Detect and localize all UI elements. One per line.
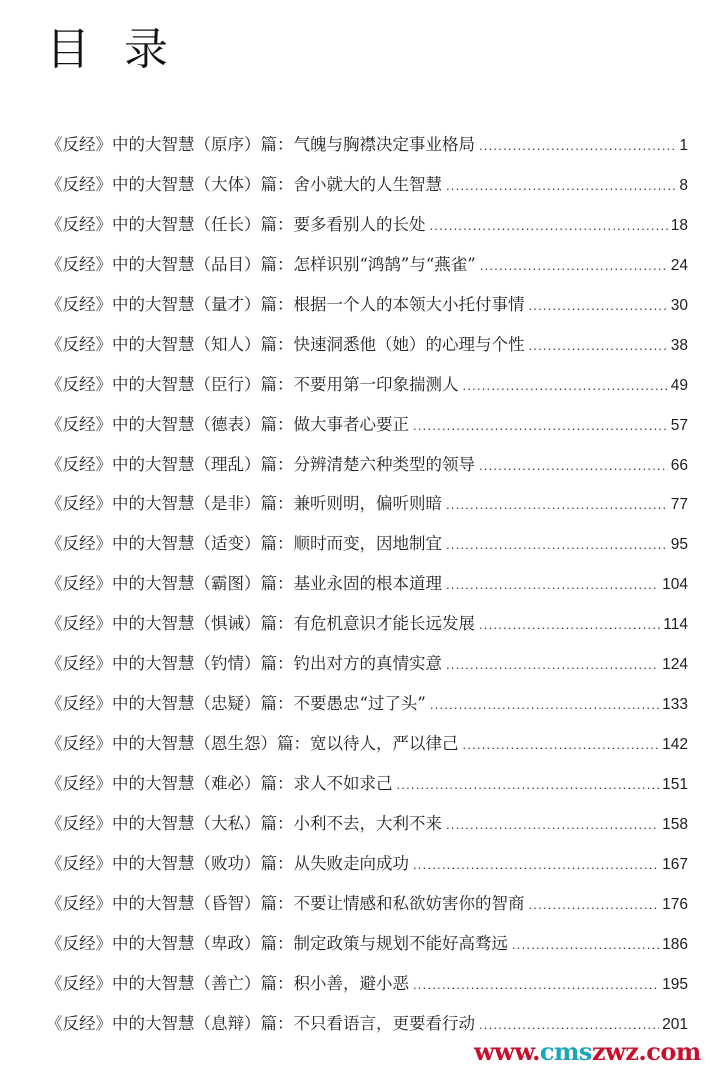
toc-entry[interactable] — [46, 371, 688, 411]
toc-entry-prefix: 《反经》中的大智慧（理乱）篇： — [46, 454, 294, 474]
dot-leader — [479, 1011, 659, 1039]
toc-entry-title: 有危机意识才能长远发展 — [293, 614, 475, 634]
toc-entry-prefix: 《反经》中的大智慧（大体）篇： — [46, 174, 294, 194]
toc-entry-page-number: 114 — [663, 616, 688, 634]
toc-entry-prefix: 《反经》中的大智慧（败功）篇： — [46, 853, 294, 873]
dot-leader — [446, 811, 659, 839]
toc-entry-title: 从失败走向成功 — [293, 853, 409, 873]
toc-entry-page-number: 158 — [662, 815, 688, 833]
dot-leader — [397, 771, 660, 799]
dot-leader — [480, 252, 668, 280]
toc-entry[interactable] — [46, 610, 688, 650]
dot-leader — [479, 452, 668, 480]
toc-entry-page-number: 201 — [662, 1015, 688, 1033]
toc-entry-title: 快速洞悉他（她）的心理与个性 — [293, 334, 525, 354]
toc-entry[interactable] — [46, 690, 688, 730]
dot-leader — [413, 412, 668, 440]
toc-entry[interactable] — [46, 530, 688, 570]
toc-entry[interactable] — [46, 850, 688, 890]
toc-entry-title: 要多看别人的长处 — [293, 214, 426, 234]
toc-entry-prefix: 《反经》中的大智慧（德表）篇： — [46, 414, 294, 434]
toc-entry-title: 不要让情感和私欲妨害你的智商 — [293, 893, 525, 913]
dot-leader — [446, 571, 659, 599]
toc-entry[interactable] — [46, 570, 688, 610]
toc-entry-page-number: 195 — [662, 975, 688, 993]
toc-entry-title: 不要愚忠“过了头” — [293, 694, 426, 714]
toc-entry-page-number: 133 — [662, 696, 688, 714]
dot-leader — [446, 651, 659, 679]
toc-entry-page-number: 24 — [670, 256, 688, 274]
toc-entry[interactable] — [46, 970, 688, 1010]
toc-entry-prefix: 《反经》中的大智慧（息辩）篇： — [46, 1013, 294, 1033]
toc-entry-title: 宽以待人，严以律己 — [310, 734, 459, 754]
toc-entry-prefix: 《反经》中的大智慧（恩生怨）篇： — [46, 734, 310, 754]
toc-entry-prefix: 《反经》中的大智慧（霸图）篇： — [46, 574, 294, 594]
toc-entry-title: 分辨清楚六种类型的领导 — [293, 454, 475, 474]
toc-entry-title: 不只看语言，更要看行动 — [293, 1013, 475, 1033]
toc-entry-prefix: 《反经》中的大智慧（量才）篇： — [46, 294, 294, 314]
watermark-part-domain: zwz.com — [591, 1037, 701, 1066]
toc-entry-page-number: 38 — [670, 336, 688, 354]
toc-entry-title: 气魄与胸襟决定事业格局 — [293, 135, 475, 154]
toc-entry-title: 小利不去，大利不来 — [293, 813, 442, 833]
toc-entry-title: 顺时而变，因地制宜 — [293, 534, 442, 554]
toc-entry-title: 积小善，避小恶 — [293, 973, 409, 993]
toc-entry-page-number: 30 — [670, 296, 688, 314]
toc-entry[interactable] — [46, 251, 688, 291]
dot-leader — [413, 851, 659, 879]
dot-leader — [463, 731, 660, 759]
toc-entry-title: 舍小就大的人生智慧 — [293, 174, 442, 194]
toc-entry[interactable] — [46, 490, 688, 530]
toc-entry-title: 不要用第一印象揣测人 — [293, 374, 459, 394]
dot-leader — [463, 372, 668, 400]
toc-entry[interactable] — [46, 810, 688, 850]
toc-entry-page-number: 8 — [679, 176, 688, 194]
toc-entry-page-number: 104 — [662, 576, 688, 594]
toc-entry[interactable] — [46, 331, 688, 371]
toc-entry[interactable] — [46, 171, 688, 211]
dot-leader — [446, 531, 668, 559]
toc-entry-prefix: 《反经》中的大智慧（臣行）篇： — [46, 374, 294, 394]
dot-leader — [446, 491, 668, 519]
dot-leader — [430, 691, 659, 719]
toc-entry-page-number: 124 — [662, 656, 688, 674]
toc-entry-page-number: 49 — [670, 376, 688, 394]
dot-leader — [529, 292, 668, 320]
toc-entry-prefix: 《反经》中的大智慧（任长）篇： — [46, 214, 294, 234]
toc-entry-prefix: 《反经》中的大智慧（品目）篇： — [46, 254, 294, 274]
dot-leader — [512, 931, 659, 959]
watermark-part-cms: cms — [539, 1037, 592, 1066]
dot-leader — [529, 332, 668, 360]
toc-entry-page-number: 176 — [662, 895, 688, 913]
toc-entry-title: 怎样识别“鸿鹄”与“燕雀” — [293, 254, 476, 274]
toc-entry-prefix: 《反经》中的大智慧（忠疑）篇： — [46, 694, 294, 714]
toc-entry-prefix: 《反经》中的大智慧（适变）篇： — [46, 534, 294, 554]
toc-entry-prefix: 《反经》中的大智慧（难必）篇： — [46, 774, 294, 793]
toc-entry-prefix: 《反经》中的大智慧（知人）篇： — [46, 334, 294, 354]
toc-entry-title: 制定政策与规划不能好高骛远 — [293, 933, 508, 953]
toc-entry-page-number: 186 — [662, 935, 688, 953]
toc-entry-prefix: 《反经》中的大智慧（善亡）篇： — [46, 973, 294, 993]
toc-entry-title: 做大事者心要正 — [293, 414, 409, 434]
toc-entry-prefix: 《反经》中的大智慧（是非）篇： — [46, 494, 294, 514]
toc-entry[interactable] — [46, 131, 688, 171]
dot-leader — [529, 891, 660, 919]
dot-leader — [430, 212, 668, 240]
toc-entry-page-number: 95 — [670, 536, 688, 554]
toc-entry-page-number: 57 — [670, 416, 688, 434]
toc-entry-prefix: 《反经》中的大智慧（原序）篇： — [46, 135, 294, 154]
watermark-part-www: www. — [474, 1037, 540, 1066]
toc-entry[interactable] — [46, 930, 688, 970]
toc-entry-page-number: 77 — [670, 496, 688, 514]
watermark — [474, 1038, 701, 1066]
toc-entry-prefix: 《反经》中的大智慧（昏智）篇： — [46, 893, 294, 913]
toc-entry-page-number: 66 — [670, 456, 688, 474]
toc-entry-title: 求人不如求己 — [293, 774, 393, 793]
toc-entry[interactable] — [46, 730, 688, 770]
toc-entry-title: 兼听则明，偏听则暗 — [293, 494, 442, 514]
dot-leader — [413, 971, 659, 999]
toc-entry[interactable] — [46, 890, 688, 930]
toc-entry[interactable] — [46, 291, 688, 331]
toc-entry-page-number: 167 — [662, 855, 688, 873]
toc-entry[interactable] — [46, 411, 688, 451]
toc-entry-page-number: 18 — [670, 216, 688, 234]
toc-entry-page-number: 151 — [662, 776, 688, 793]
page-title: 目 录 — [46, 24, 178, 75]
toc-entry-title: 基业永固的根本道理 — [293, 574, 442, 594]
toc-entry-prefix: 《反经》中的大智慧（钓情）篇： — [46, 654, 294, 674]
dot-leader — [446, 172, 676, 200]
toc-entry[interactable] — [46, 451, 688, 491]
toc-entry-page-number: 1 — [679, 137, 688, 154]
toc-entry[interactable] — [46, 650, 688, 690]
toc-entry-page-number: 142 — [662, 736, 688, 754]
toc-entry-prefix: 《反经》中的大智慧（大私）篇： — [46, 813, 294, 833]
toc-entry-prefix: 《反经》中的大智慧（卑政）篇： — [46, 933, 294, 953]
toc-entry-title: 钓出对方的真情实意 — [293, 654, 442, 674]
dot-leader — [479, 132, 676, 160]
toc-entry[interactable] — [46, 211, 688, 251]
dot-leader — [479, 611, 660, 639]
table-of-contents — [46, 131, 688, 1050]
toc-entry-prefix: 《反经》中的大智慧（惧诫）篇： — [46, 614, 294, 634]
toc-entry[interactable] — [46, 770, 688, 810]
toc-entry-title: 根据一个人的本领大小托付事情 — [293, 294, 525, 314]
